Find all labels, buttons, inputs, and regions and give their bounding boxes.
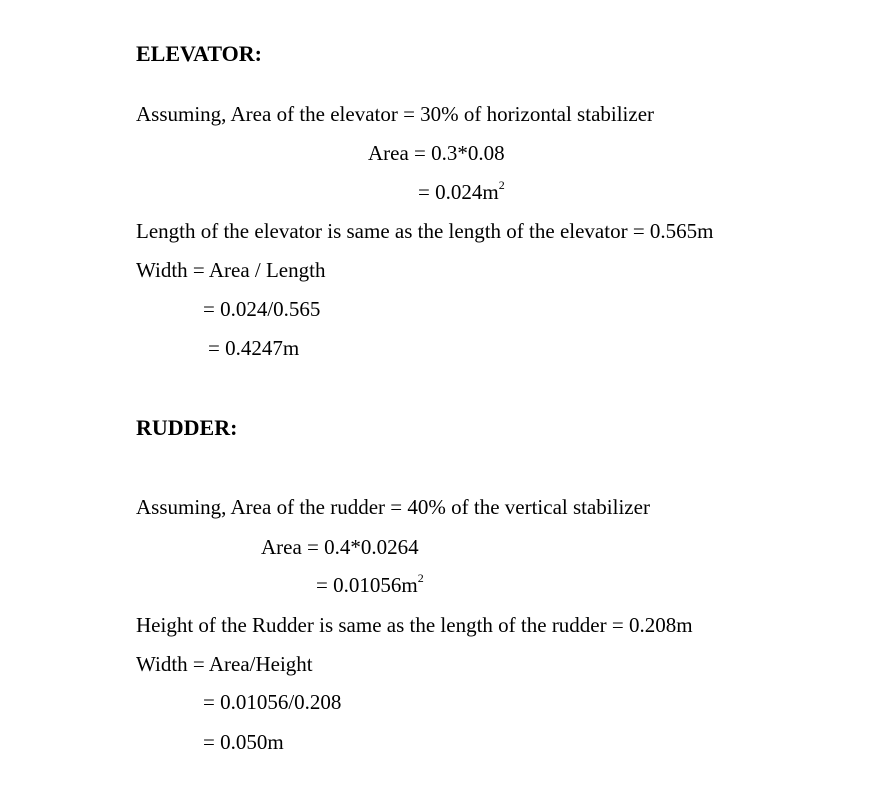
- elevator-width-result: = 0.4247m: [208, 336, 300, 360]
- rudder-assumption: Assuming, Area of the rudder = 40% of the vertical stabilizer: [136, 495, 650, 519]
- elevator-width-formula: Width = Area / Length: [136, 258, 326, 282]
- elevator-area-result: [418, 180, 505, 204]
- rudder-width-formula: Width = Area/Height: [136, 652, 313, 676]
- elevator-length-statement: Length of the elevator is same as the length of the elevator = 0.565m: [136, 219, 714, 243]
- elevator-area-formula: Area = 0.3*0.08: [368, 141, 505, 165]
- elevator-heading: ELEVATOR:: [136, 41, 262, 66]
- elevator-width-step: = 0.024/0.565: [203, 297, 321, 321]
- rudder-area-exponent: 2: [417, 571, 424, 585]
- rudder-area-formula: Area = 0.4*0.0264: [261, 535, 419, 559]
- rudder-width-result: = 0.050m: [203, 730, 284, 754]
- rudder-area-result-value: = 0.01056m: [316, 573, 418, 597]
- rudder-heading: RUDDER:: [136, 415, 238, 440]
- elevator-area-exponent: 2: [498, 178, 505, 192]
- rudder-width-step: = 0.01056/0.208: [203, 690, 342, 714]
- rudder-height-statement: Height of the Rudder is same as the length of the rudder = 0.208m: [136, 613, 693, 637]
- elevator-area-result-value: = 0.024m: [418, 180, 499, 204]
- rudder-area-result: [316, 573, 424, 597]
- elevator-assumption: Assuming, Area of the elevator = 30% of horizontal stabilizer: [136, 102, 655, 126]
